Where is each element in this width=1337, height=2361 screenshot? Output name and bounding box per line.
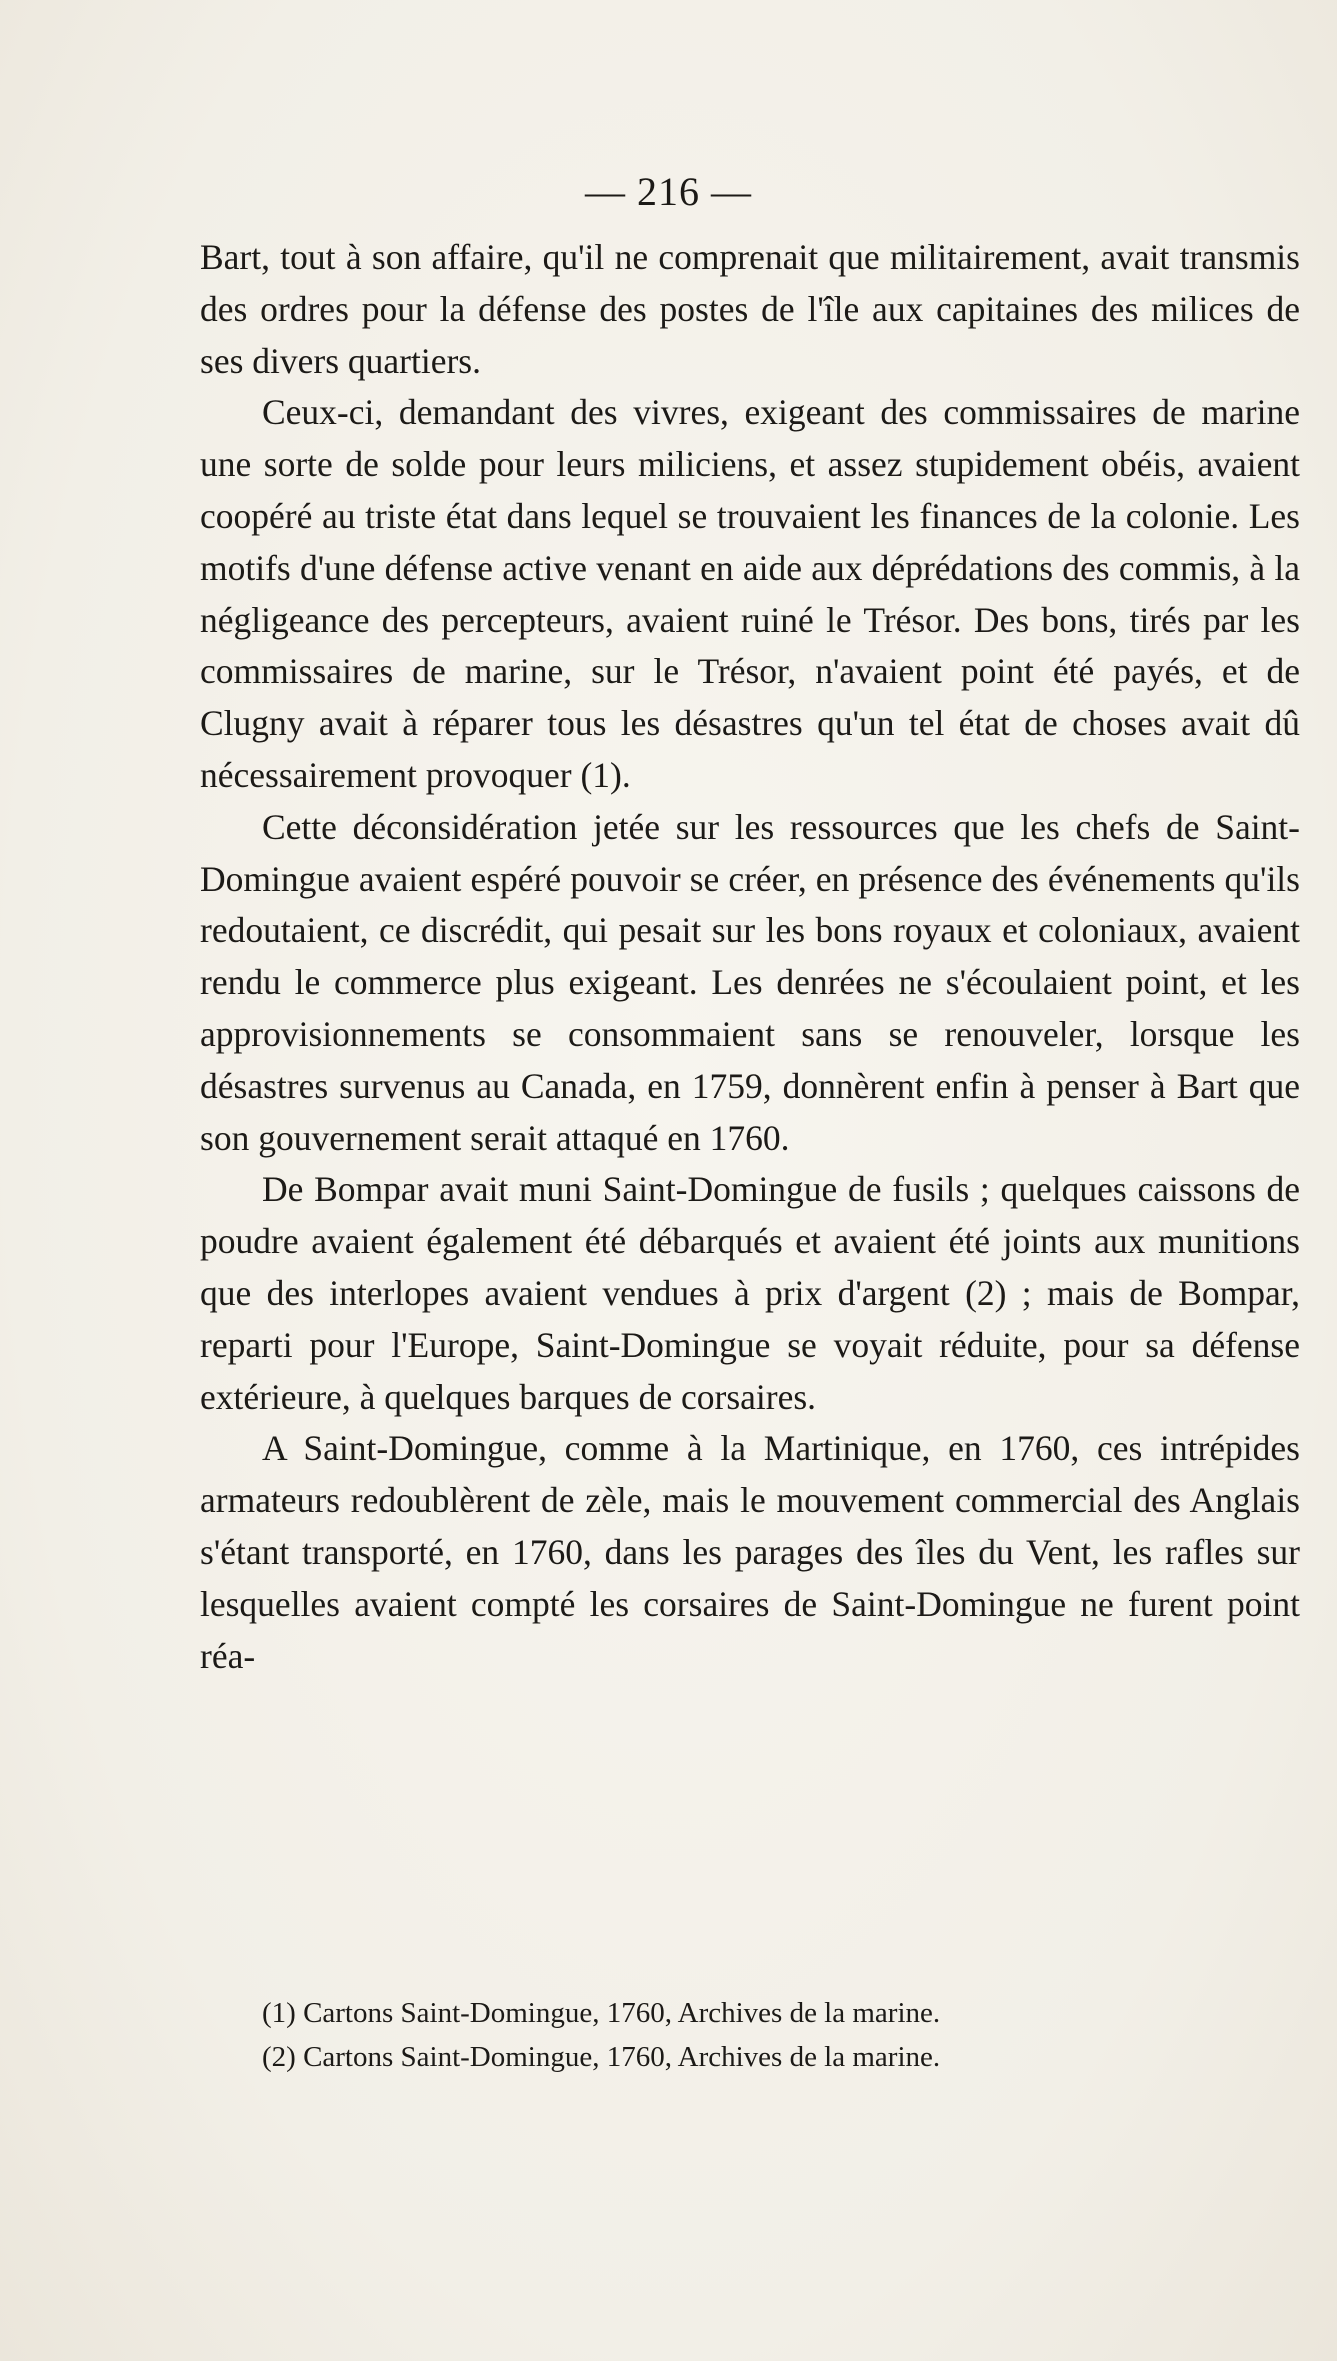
footnotes (262, 1991, 1292, 2079)
footnote-1: (1) Cartons Saint-Domingue, 1760, Archives de la marine. (262, 1997, 941, 2029)
paragraph-3: Cette déconsidération jetée sur les ressources que les chefs de Saint-Domingue avaient espéré pouvoir se créer, en présence des événements qu'ils redoutaient, ce discrédit, qui pesait sur les bons royaux et coloniaux, avaient rendu le commerce plus exigeant. Les denrées ne s'écoulaient point, et les approvisionnements se consommaient sans se renouveler, lorsque les désastres survenus au Canada, en 1759, donnèrent enfin à penser à Bart que son gouvernement serait attaqué en 1760. (200, 806, 1300, 1158)
paragraph-5: A Saint-Domingue, comme à la Martinique, en 1760, ces intrépides armateurs redoublèrent de zèle, mais le mouvement commercial des Anglais s'étant transporté, en 1760, dans les parages des îles du Vent, les rafles sur lesquelles avaient compté les corsaires de Saint-Domingue ne furent point réa- (200, 1428, 1300, 1676)
paragraph-1: Bart, tout à son affaire, qu'il ne comprenait que militairement, avait transmis des ordres pour la défense des postes de l'île aux capitaines des milices de ses divers quartiers. (200, 237, 1300, 381)
body-text (200, 232, 1300, 1682)
page-number: — 216 — (585, 169, 752, 214)
reverse-page-bleed-through (740, 1860, 1300, 2000)
paragraph-4: De Bompar avait muni Saint-Domingue de fusils ; quelques caissons de poudre avaient également été débarqués et avaient été joints aux munitions que des interlopes avaient vendues à prix d'argent (2) ; mais de Bompar, reparti pour l'Europe, Saint-Domingue se voyait réduite, pour sa défense extérieure, à quelques barques de corsaires. (200, 1169, 1300, 1417)
footnote-2: (2) Cartons Saint-Domingue, 1760, Archives de la marine. (262, 2041, 941, 2073)
paragraph-2: Ceux-ci, demandant des vivres, exigeant des commissaires de marine une sorte de solde pour leurs miliciens, et assez stupidement obéis, avaient coopéré au triste état dans lequel se trouvaient les finances de la colonie. Les motifs d'une défense active venant en aide aux déprédations des commis, à la négligeance des percepteurs, avaient ruiné le Trésor. Des bons, tirés par les commissaires de marine, sur le Trésor, n'avaient point été payés, et de Clugny avait à réparer tous les désastres qu'un tel état de choses avait dû nécessairement provoquer (1). (200, 392, 1300, 795)
